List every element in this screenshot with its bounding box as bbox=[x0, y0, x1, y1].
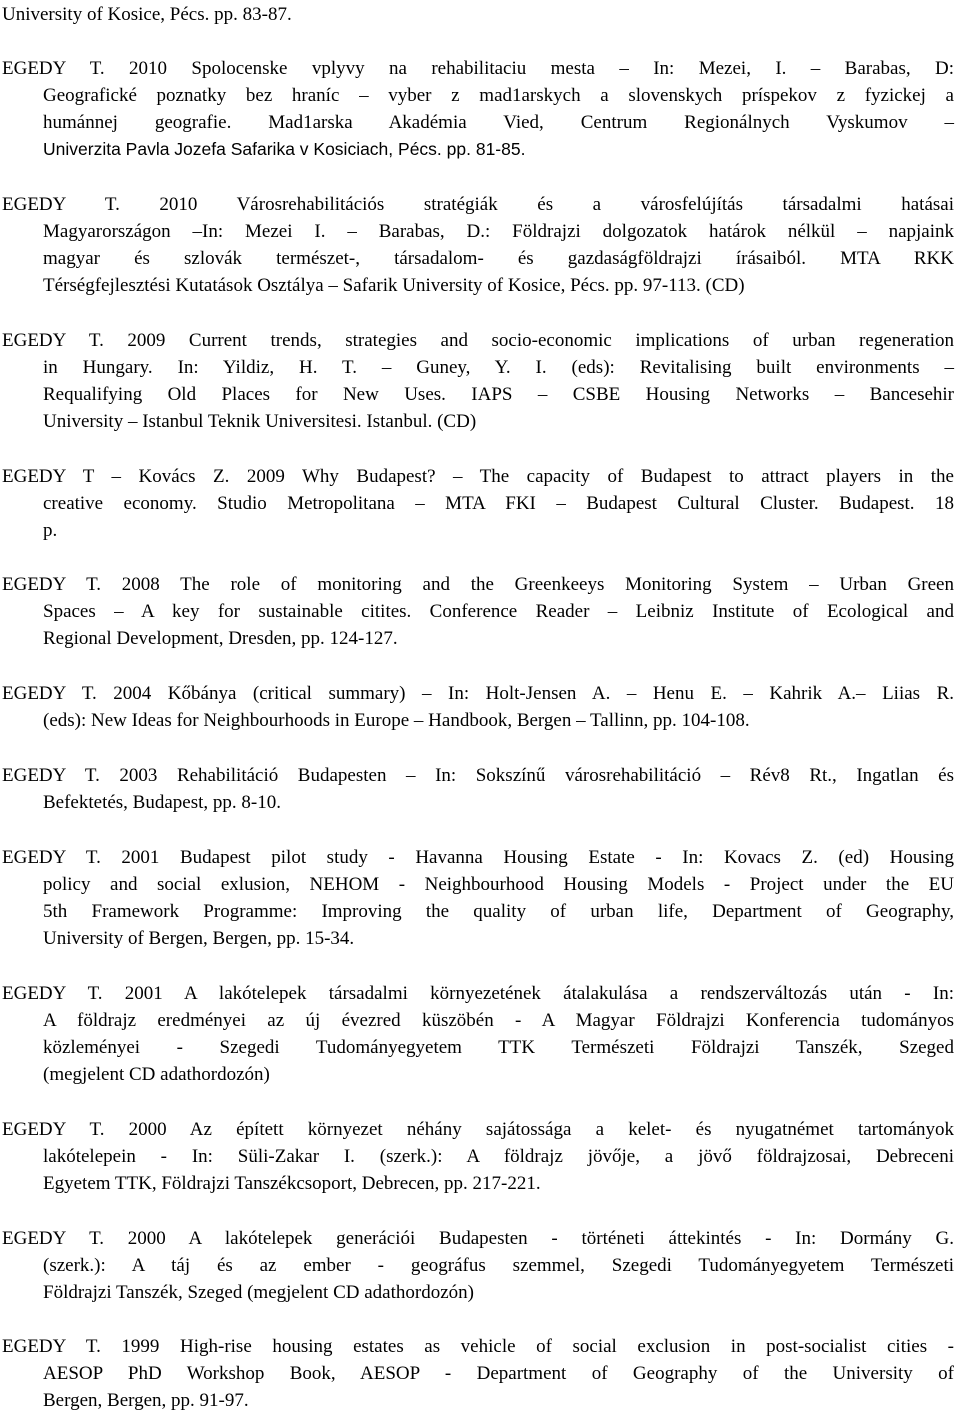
reference-line: (szerk.): A táj és az ember - geográfus szemmel, Szegedi Tudományegyetem Természeti bbox=[43, 1255, 954, 1276]
reference-line: Regional Development, Dresden, pp. 124-127. bbox=[43, 628, 398, 649]
reference-line: Egyetem TTK, Földrajzi Tanszékcsoport, Debrecen, pp. 217-221. bbox=[43, 1173, 541, 1194]
reference-line: EGEDY T. 2009 Current trends, strategies and socio-economic implications of urban regeneration bbox=[2, 330, 954, 351]
reference-line: Bergen, Bergen, pp. 91-97. bbox=[43, 1390, 249, 1411]
reference-line: (eds): New Ideas for Neighbourhoods in Europe – Handbook, Bergen – Tallinn, pp. 104-108. bbox=[43, 710, 750, 731]
reference-line: 5th Framework Programme: Improving the quality of urban life, Department of Geography, bbox=[43, 901, 954, 922]
reference-line: Földrajzi Tanszék, Szeged (megjelent CD adathordozón) bbox=[43, 1282, 474, 1303]
reference-line: Spaces – A key for sustainable citites. Conference Reader – Leibniz Institute of Ecological and bbox=[43, 601, 954, 622]
reference-line: University of Bergen, Bergen, pp. 15-34. bbox=[43, 928, 355, 949]
reference-line: Geografické poznatky bez hraníc – vyber z mad1arskych a slovenskych príspekov z fyzickej a bbox=[43, 85, 954, 106]
reference-line: EGEDY T. 2001 Budapest pilot study - Havanna Housing Estate - In: Kovacs Z. (ed) Housing bbox=[2, 847, 954, 868]
reference-line: EGEDY T. 2008 The role of monitoring and the Greenkeeys Monitoring System – Urban Green bbox=[2, 574, 954, 595]
reference-line: Magyarországon –In: Mezei I. – Barabas, D.: Földrajzi dolgozatok határok nélkül – napjaink bbox=[43, 221, 954, 242]
reference-line: A földrajz eredményei az új évezred küszöbén - A Magyar Földrajzi Konferencia tudományos bbox=[43, 1010, 954, 1031]
reference-line: EGEDY T. 1999 High-rise housing estates as vehicle of social exclusion in post-socialist cities - bbox=[2, 1336, 954, 1357]
reference-line: AESOP PhD Workshop Book, AESOP - Department of Geography of the University of bbox=[43, 1363, 954, 1384]
reference-line: EGEDY T. 2010 Spolocenske vplyvy na rehabilitaciu mesta – In: Mezei, I. – Barabas, D: bbox=[2, 58, 954, 79]
reference-line: EGEDY T. 2000 Az épített környezet néhány sajátossága a kelet- és nyugatnémet tartományok bbox=[2, 1119, 954, 1140]
reference-line: creative economy. Studio Metropolitana – MTA FKI – Budapest Cultural Cluster. Budapest. 18 bbox=[43, 493, 954, 514]
reference-line: (megjelent CD adathordozón) bbox=[43, 1064, 270, 1085]
reference-line: University of Kosice, Pécs. pp. 83-87. bbox=[2, 4, 292, 25]
reference-line: EGEDY T. 2001 A lakótelepek társadalmi környezetének átalakulása a rendszerváltozás után - In: bbox=[2, 983, 954, 1004]
reference-line: EGEDY T. 2010 Városrehabilitációs stratégiák és a városfelújítás társadalmi hatásai bbox=[2, 194, 954, 215]
reference-line: Requalifying Old Places for New Uses. IAPS – CSBE Housing Networks – Bancesehir bbox=[43, 384, 954, 405]
reference-line: in Hungary. In: Yildiz, H. T. – Guney, Y. I. (eds): Revitalising built environments – bbox=[43, 357, 954, 378]
reference-line: Térségfejlesztési Kutatások Osztálya – Safarik University of Kosice, Pécs. pp. 97-113. (CD) bbox=[43, 275, 745, 296]
reference-line: lakótelepein - In: Süli-Zakar I. (szerk.): A földrajz jövője, a jövő földrajzosai, Debreceni bbox=[43, 1146, 954, 1167]
reference-line: policy and social exlusion, NEHOM - Neighbourhood Housing Models - Project under the EU bbox=[43, 874, 954, 895]
reference-line: University – Istanbul Teknik Universitesi. Istanbul. (CD) bbox=[43, 411, 477, 432]
reference-line: EGEDY T. 2000 A lakótelepek generációi Budapesten - történeti áttekintés - In: Dormány G. bbox=[2, 1228, 954, 1249]
reference-line: EGEDY T. 2004 Kőbánya (critical summary) – In: Holt-Jensen A. – Henu E. – Kahrik A.– Liias R. bbox=[2, 683, 954, 704]
reference-line: p. bbox=[43, 520, 58, 541]
reference-line: közleményei - Szegedi Tudományegyetem TTK Természeti Földrajzi Tanszék, Szeged bbox=[43, 1037, 954, 1058]
reference-line: Befektetés, Budapest, pp. 8-10. bbox=[43, 792, 281, 813]
reference-line: EGEDY T. 2003 Rehabilitáció Budapesten – In: Sokszínű városrehabilitáció – Rév8 Rt., Ingatlan és bbox=[2, 765, 954, 786]
reference-line: humánnej geografie. Mad1arska Akadémia Vied, Centrum Regionálnych Vyskumov – bbox=[43, 112, 954, 133]
reference-line: magyar és szlovák természet-, társadalom- és gazdaságföldrajzi írásaiból. MTA RKK bbox=[43, 248, 954, 269]
reference-line: Univerzita Pavla Jozefa Safarika v Kosiciach, Pécs. pp. 81-85. bbox=[43, 139, 526, 159]
reference-line: EGEDY T – Kovács Z. 2009 Why Budapest? – The capacity of Budapest to attract players in the bbox=[2, 466, 954, 487]
